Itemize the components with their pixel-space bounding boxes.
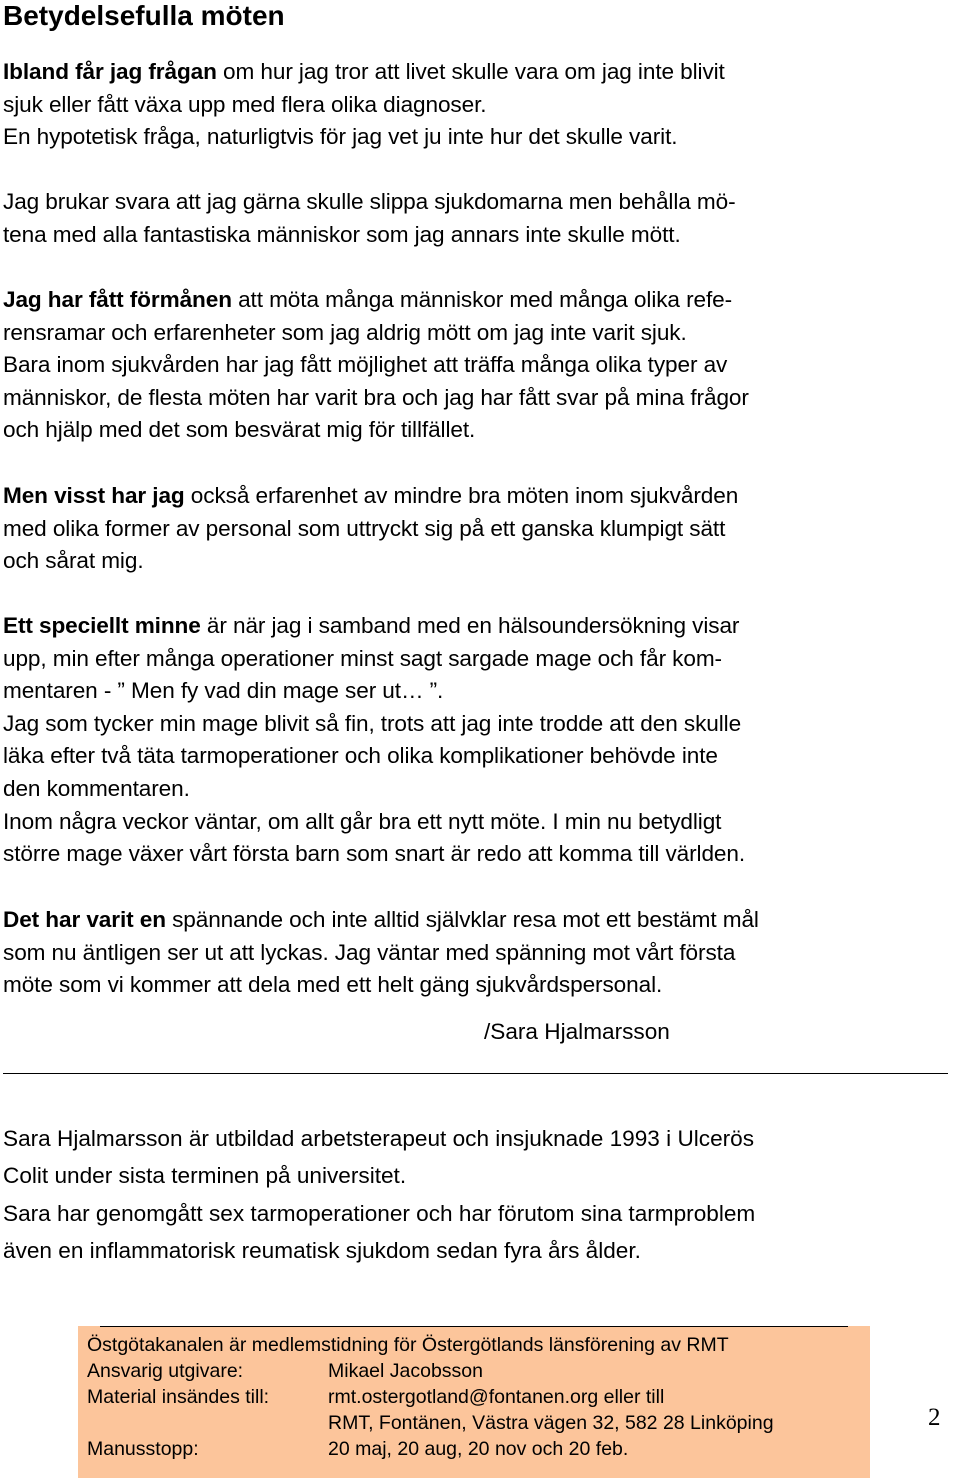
text-line: läka efter två täta tarmoperationer och olika komplikationer behövde inte bbox=[3, 743, 718, 769]
text-line: Jag har fått förmånen att möta många människor med många olika refe- bbox=[3, 287, 733, 312]
bio-line: även en inflammatorisk reumatisk sjukdom sedan fyra års ålder. bbox=[3, 1238, 641, 1263]
text-line: sjuk eller fått växa upp med flera olika diagnoser. bbox=[3, 91, 487, 117]
text-line: upp, min efter många operationer minst sagt sargade mage och får kom- bbox=[3, 645, 722, 671]
text-line: Men visst har jag också erfarenhet av mindre bra möten inom sjukvården bbox=[3, 483, 739, 508]
paragraph-3 bbox=[3, 284, 953, 447]
text-line: Jag brukar svara att jag gärna skulle slippa sjukdomarna men behålla mö- bbox=[3, 189, 736, 214]
page-number: 2 bbox=[928, 1404, 941, 1431]
page-title: Betydelsefulla möten bbox=[3, 0, 285, 31]
bio-line: Colit under sista terminen på universitet. bbox=[3, 1163, 407, 1188]
paragraph-5 bbox=[3, 610, 953, 871]
text-line: möte som vi kommer att dela med ett helt gäng sjukvårdspersonal. bbox=[3, 972, 663, 998]
paragraph-4 bbox=[3, 480, 953, 578]
text-line: En hypotetisk fråga, naturligtvis för jag vet ju inte hur det skulle varit. bbox=[3, 124, 678, 150]
text-line: Jag som tycker min mage blivit så fin, trots att jag inte trodde att den skulle bbox=[3, 710, 742, 736]
text-line: Inom några veckor väntar, om allt går bra ett nytt möte. I min nu betydligt bbox=[3, 808, 722, 834]
text-line: Det har varit en spännande och inte alltid självklar resa mot ett bestämt mål bbox=[3, 907, 759, 932]
text-line: Bara inom sjukvården har jag fått möjlighet att träffa många olika typer av bbox=[3, 352, 728, 378]
text-line: människor, de flesta möten har varit bra och jag har fått svar på mina frågor bbox=[3, 384, 749, 410]
text-line: och sårat mig. bbox=[3, 548, 144, 574]
bio-line: Sara Hjalmarsson är utbildad arbetsterapeut och insjuknade 1993 i Ulcerös bbox=[3, 1126, 755, 1151]
author-bio bbox=[3, 1120, 953, 1269]
paragraph-6 bbox=[3, 904, 953, 1002]
paragraph-2 bbox=[3, 186, 953, 251]
text-line: den kommentaren. bbox=[3, 775, 190, 801]
text-line: rensramar och erfarenheter som jag aldrig mött om jag inte varit sjuk. bbox=[3, 319, 687, 345]
text-line: Ett speciellt minne är när jag i samband med en hälsoundersökning visar bbox=[3, 613, 740, 638]
text-line: med olika former av personal som uttryckt sig på ett ganska klumpigt sätt bbox=[3, 515, 726, 541]
text-line: tena med alla fantastiska människor som jag annars inte skulle mött. bbox=[3, 221, 681, 247]
colophon-label: Material insändes till: bbox=[87, 1386, 270, 1408]
colophon-address: RMT, Fontänen, Västra vägen 32, 582 28 Linköping bbox=[328, 1412, 774, 1434]
colophon-top-line bbox=[100, 1326, 848, 1327]
text-line: som nu äntligen ser ut att lyckas. Jag väntar med spänning mot vårt första bbox=[3, 939, 736, 965]
text-line: Ibland får jag frågan om hur jag tror att livet skulle vara om jag inte blivit bbox=[3, 59, 725, 84]
colophon-intro: Östgötakanalen är medlemstidning för Östergötlands länsförening av RMT bbox=[87, 1334, 729, 1356]
colophon-value: Mikael Jacobsson bbox=[328, 1360, 483, 1382]
text-line: mentaren - ” Men fy vad din mage ser ut… ”. bbox=[3, 678, 444, 704]
colophon-label: Ansvarig utgivare: bbox=[87, 1360, 244, 1382]
text-line: och hjälp med det som besvärat mig för tillfället. bbox=[3, 417, 476, 443]
bio-line: Sara har genomgått sex tarmoperationer och har förutom sina tarmproblem bbox=[3, 1201, 756, 1226]
paragraph-1 bbox=[3, 56, 953, 154]
divider-line bbox=[3, 1073, 948, 1074]
colophon-deadlines: 20 maj, 20 aug, 20 nov och 20 feb. bbox=[328, 1438, 629, 1460]
colophon-label: Manusstopp: bbox=[87, 1438, 199, 1460]
text-line: större mage växer vårt första barn som snart är redo att komma till världen. bbox=[3, 841, 746, 867]
signature: /Sara Hjalmarsson bbox=[484, 1019, 670, 1044]
colophon-email: rmt.ostergotland@fontanen.org eller till bbox=[328, 1386, 665, 1408]
